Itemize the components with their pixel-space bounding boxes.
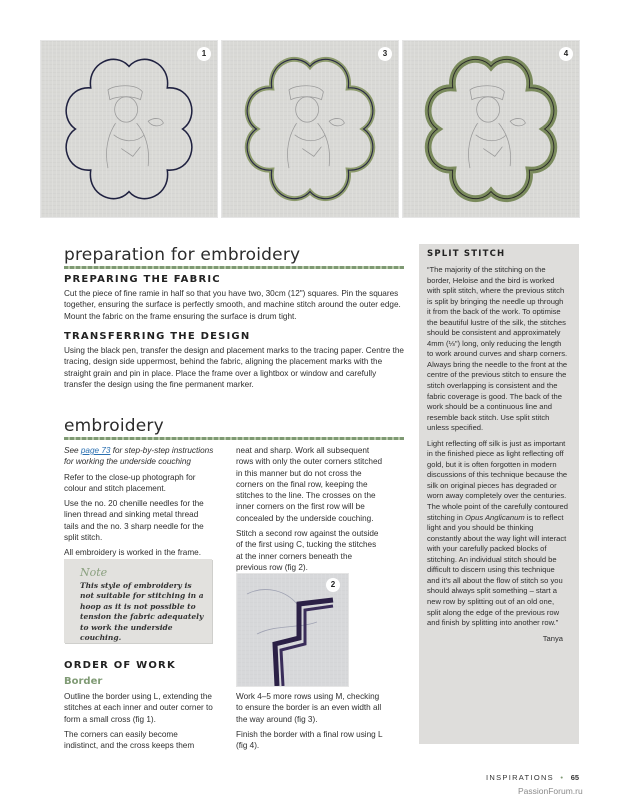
paragraph: Refer to the close-up photograph for colour and stitch placement. [64,472,196,493]
note-box [64,559,212,643]
page-73-link[interactable]: page 73 [80,446,111,455]
footer-section: INSPIRATIONS [486,773,554,782]
figure-3-photo [221,40,399,218]
figure-1-photo [40,40,218,218]
footer-bullet: • [560,773,565,782]
note-text: This style of embroidery is not suitable for stitching in a hoop as it is not possible to tension the fabric adequately to work the underside couching. [80,581,204,643]
figure-number-badge: 1 [197,47,211,61]
paragraph: Work 4–5 more rows using M, checking to ensure the border is an even width all the way around (fig 3). [236,692,382,724]
fabric-text: Cut the piece of fine ramie in half so that you have two, 30cm (12") squares. Pin the squares together, ensuring the surface is perfectly smooth, and machine stitch around the outer edge. Mount the fabric on the frame ensuring the surface is drum tight. [64,289,401,321]
sidebar-signature: Tanya [542,633,563,643]
section-heading-preparation: preparation for embroidery [64,245,301,265]
quatrefoil-finished-border-image [403,41,579,217]
sidebar-italic-term: Opus Anglicanum [465,512,525,522]
watermark: PassionForum.ru [518,786,583,796]
paragraph: Finish the border with a final row using L (fig 4). [236,729,383,751]
embroidery-column-1 [64,445,214,563]
design-paragraph [64,345,404,394]
sidebar-paragraph: “The majority of the stitching on the border, Heloise and the bird is worked with split stitch, where the previous stitch is split by bringing the needle up through it from the back of the work. To optimise the beautiful lustre of the silk, the stitches should be consistent and approximately 4mm (⅓") long, only reducing the length to work around curves and sharp corners. Always bring the needle to the front at the centre of the previous stitch to ensure the stitch overlapping is consistent and the fabric coverage is good. The back of the work should be a continuous line and resemble back stitch. Use split stitch unless specified. [427,265,568,433]
note-label: Note [80,566,108,579]
order-column-1 [64,691,214,755]
sidebar-text-part: Light reflecting off silk is just as important in the finished piece as light reflecting off gold, but it is often forgotten in modern discussions of this technique because the silk on original pieces has degraded or worn away completely over the centuries. The whole point of the carefully contoured stitching in [427,438,568,522]
see-reference [64,445,214,468]
embroidery-column-2-bottom [236,691,384,755]
page-footer [486,773,579,782]
paragraph: The corners can easily become indistinct, and the cross keeps them [64,729,195,751]
figure-2-photo [236,573,349,687]
heading-divider [64,266,404,269]
quatrefoil-outline-image [41,41,217,217]
fabric-paragraph [64,288,404,326]
figure-number-badge: 4 [559,47,573,61]
figure-number-badge: 2 [326,578,340,592]
figure-number-badge: 3 [378,47,392,61]
paragraph: All embroidery is worked in the frame. [64,548,201,558]
embroidery-column-2 [236,445,384,577]
subheading-border: Border [64,676,103,687]
paragraph: neat and sharp. Work all subsequent rows with only the outer corners stitched in this manner but do not cross the corners on the final row, keeping the stitches to the line. The crosses on the inner corners on the first row will be concealed by the underside couching. [236,446,383,523]
section-heading-embroidery: embroidery [64,416,164,436]
design-text: Using the black pen, transfer the design and placement marks to the tracing paper. Centre the tracing, design side uppermost, behind the fabric, aligning the placement marks with the straight grain and pin in place. Place the frame over a lightbox or window and carefully transfer the design using the fine permanent marker. [64,346,404,389]
sidebar-text-part: is to reflect light and you should be thinking constantly about the way light will interact with your carefully packed blocks of stitching. An individual stitch should be difficult to discern using this technique and it's all about the flow of stitch so you should always split something – start a new row by splitting out of an old one, split along the edge of the previous row and finish by splitting into another row.” [427,512,567,628]
subheading-order-of-work: ORDER OF WORK [64,660,176,671]
paragraph: Outline the border using L, extending the stitches at each inner and outer corner to form a small cross (fig 1). [64,692,213,724]
page-number: 65 [570,773,580,782]
sidebar-paragraph-2 [427,439,569,629]
figure-4-photo [402,40,580,218]
subheading-transferring-design: TRANSFERRING THE DESIGN [64,331,251,342]
quatrefoil-partial-border-image [222,41,398,217]
paragraph: Use the no. 20 chenille needles for the linen thread and sinking metal thread tails and the no. 3 sharp needle for the split stitch. [64,499,204,543]
see-suffix: for step-by-step instructions for working the underside couching [64,446,214,467]
heading-divider [64,437,404,440]
split-stitch-sidebar [419,244,579,744]
see-prefix: See [64,446,81,455]
sidebar-title: SPLIT STITCH [427,249,506,259]
sidebar-text [427,265,569,649]
subheading-preparing-fabric: PREPARING THE FABRIC [64,274,221,285]
paragraph: Stitch a second row against the outside of the first using C, tucking the stitches at the inner corners beneath the previous row (fig 2). [236,529,379,572]
